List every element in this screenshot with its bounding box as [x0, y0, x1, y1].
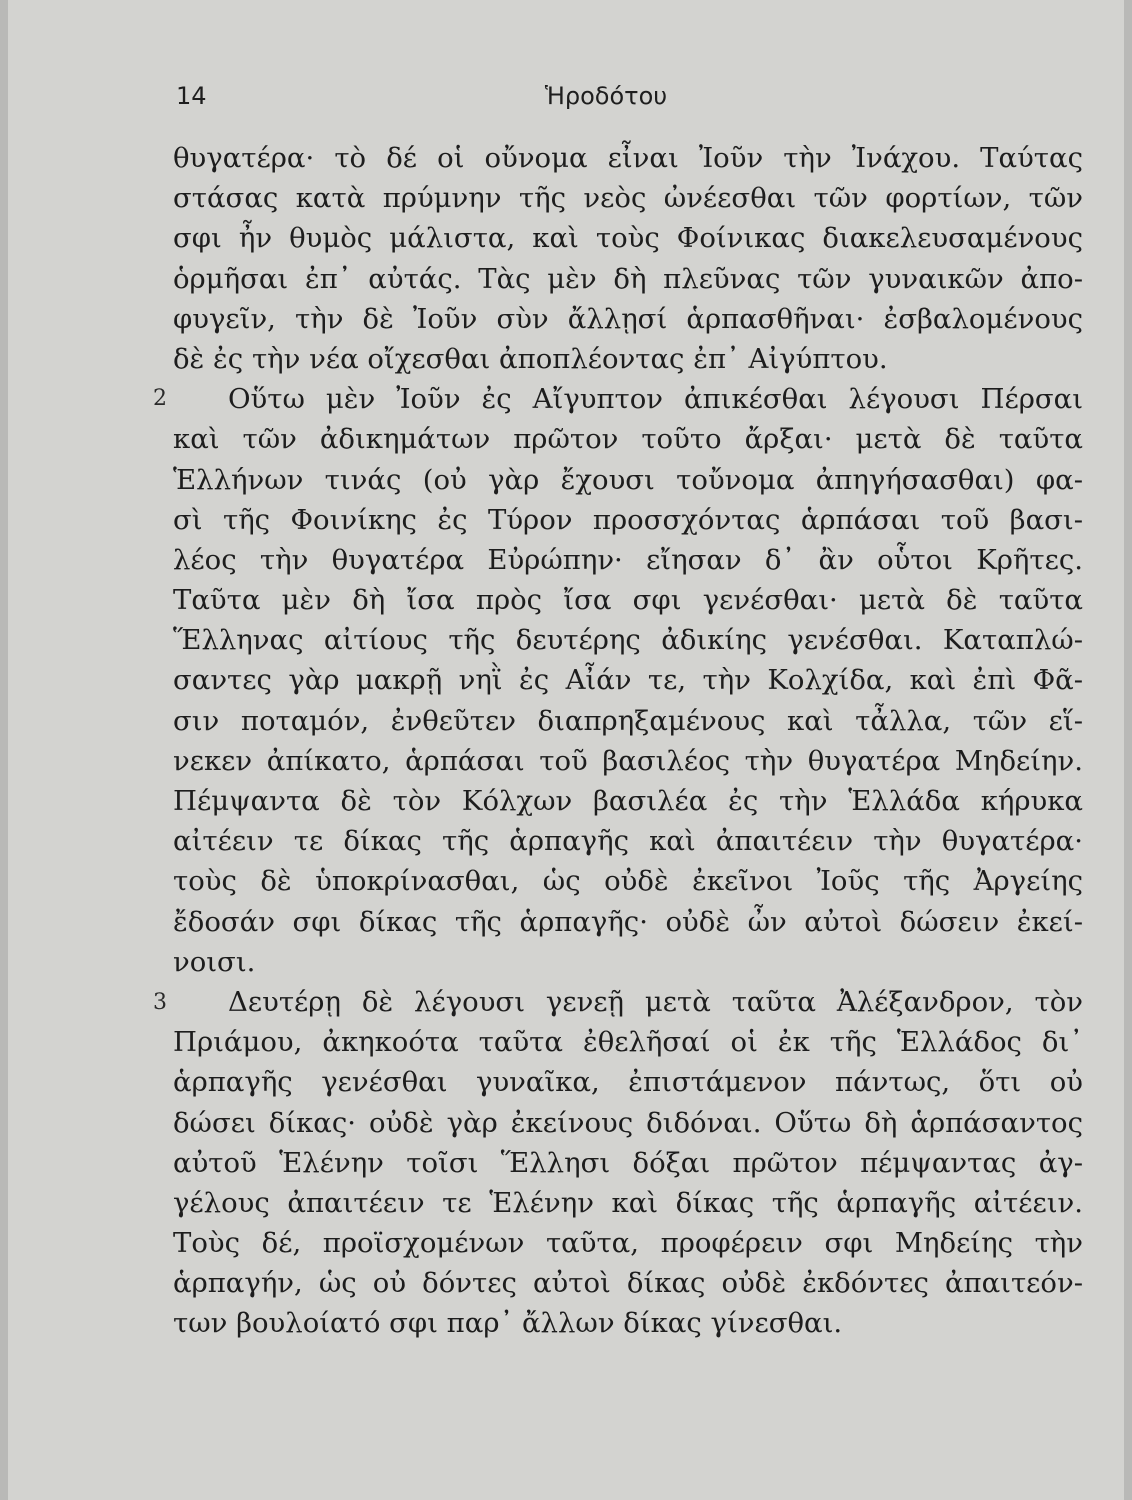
- text-line: φυγεῖν, τὴν δὲ Ἰοῦν σὺν ἄλλῃσί ἁρπασθῆναι· ἐσβαλομένους: [173, 302, 1083, 335]
- body-text: [153, 138, 1083, 1344]
- section-number: 2: [153, 386, 167, 411]
- text-line: τοὺς δὲ ὑποκρίνασθαι, ὡς οὐδὲ ἐκεῖνοι Ἰοῦς τῆς Ἀργείης: [173, 865, 1083, 898]
- text-line: Δευτέρῃ δὲ λέγουσι γενεῇ μετὰ ταῦτα Ἀλέξανδρον, τὸν: [228, 985, 1083, 1018]
- text-line: καὶ τῶν ἀδικημάτων πρῶτον τοῦτο ἄρξαι· μετὰ δὲ ταῦτα: [173, 423, 1083, 456]
- text-line: Πέμψαντα δὲ τὸν Κόλχων βασιλέα ἐς τὴν Ἑλλάδα κήρυκα: [173, 785, 1083, 817]
- text-line: σφι ἦν θυμὸς μάλιστα, καὶ τοὺς Φοίνικας διακελευσαμένους: [173, 222, 1083, 255]
- text-line: θυγατέρα· τὸ δέ οἱ οὔνομα εἶναι Ἰοῦν τὴν Ἰνάχου. Ταύτας: [173, 142, 1083, 174]
- text-line: των βουλοίατό σφι παρ᾽ ἄλλων δίκας γίνεσθαι.: [173, 1307, 843, 1340]
- text-line: αὐτοῦ Ἑλένην τοῖσι Ἕλλησι δόξαι πρῶτον πέμψαντας ἀγ-: [173, 1146, 1083, 1179]
- text-line: σιν ποταμόν, ἐνθεῦτεν διαπρηξαμένους καὶ τἆλλα, τῶν εἵ-: [173, 704, 1083, 737]
- text-line: Ταῦτα μὲν δὴ ἴσα πρὸς ἴσα σφι γενέσθαι· μετὰ δὲ ταῦτα: [173, 584, 1083, 617]
- text-line: ὁρμῆσαι ἐπ᾽ αὐτάς. Τὰς μὲν δὴ πλεῦνας τῶν γυναικῶν ἀπο-: [173, 262, 1083, 295]
- text-line: νεκεν ἀπίκατο, ἁρπάσαι τοῦ βασιλέος τὴν θυγατέρα Μηδείην.: [173, 744, 1083, 777]
- text-line: Ἕλληνας αἰτίους τῆς δευτέρης ἀδικίης γενέσθαι. Καταπλώ-: [173, 624, 1083, 657]
- text-line: ἔδοσάν σφι δίκας τῆς ἁρπαγῆς· οὐδὲ ὦν αὐτοὶ δώσειν ἐκεί-: [173, 905, 1083, 938]
- section-number: 3: [153, 990, 167, 1015]
- text-line: ἁρπαγήν, ὡς οὐ δόντες αὐτοὶ δίκας οὐδὲ ἐκδόντες ἀπαιτεόν-: [173, 1267, 1083, 1300]
- page-number: 14: [176, 82, 207, 110]
- text-line: δὲ ἐς τὴν νέα οἴχεσθαι ἀποπλέοντας ἐπ᾽ Αἰγύπτου.: [173, 342, 888, 375]
- text-line: Πριάμου, ἀκηκοότα ταῦτα ἐθελῆσαί οἱ ἐκ τῆς Ἑλλάδος δι᾽: [173, 1026, 1083, 1059]
- text-line: γέλους ἀπαιτέειν τε Ἑλένην καὶ δίκας τῆς ἁρπαγῆς αἰτέειν.: [173, 1186, 1083, 1219]
- text-line: αἰτέειν τε δίκας τῆς ἁρπαγῆς καὶ ἀπαιτέειν τὴν θυγατέρα·: [173, 825, 1083, 858]
- text-line: νοισι.: [173, 945, 256, 978]
- text-line: σὶ τῆς Φοινίκης ἐς Τύρον προσσχόντας ἁρπάσαι τοῦ βασι-: [173, 503, 1083, 536]
- text-line: λέος τὴν θυγατέρα Εὐρώπην· εἴησαν δ᾽ ἂν οὗτοι Κρῆτες.: [173, 543, 1083, 576]
- text-line: Ἑλλήνων τινάς (οὐ γὰρ ἔχουσι τοὔνομα ἀπηγήσασθαι) φα-: [173, 463, 1083, 496]
- running-title: Ἡροδότου: [544, 82, 668, 110]
- text-line: Οὕτω μὲν Ἰοῦν ἐς Αἴγυπτον ἀπικέσθαι λέγουσι Πέρσαι: [228, 383, 1083, 416]
- page-header: [8, 82, 1124, 122]
- text-line: ἁρπαγῆς γενέσθαι γυναῖκα, ἐπιστάμενον πάντως, ὅτι οὐ: [173, 1066, 1083, 1099]
- book-page: [8, 0, 1124, 1500]
- text-line: δώσει δίκας· οὐδὲ γὰρ ἐκείνους διδόναι. Οὕτω δὴ ἁρπάσαντος: [173, 1106, 1083, 1139]
- text-line: στάσας κατὰ πρύμνην τῆς νεὸς ὠνέεσθαι τῶν φορτίων, τῶν: [173, 182, 1083, 215]
- text-line: Τοὺς δέ, προϊσχομένων ταῦτα, προφέρειν σφι Μηδείης τὴν: [173, 1227, 1083, 1260]
- text-line: σαντες γὰρ μακρῇ νηῒ ἐς Αἶάν τε, τὴν Κολχίδα, καὶ ἐπὶ Φᾶ-: [173, 664, 1083, 697]
